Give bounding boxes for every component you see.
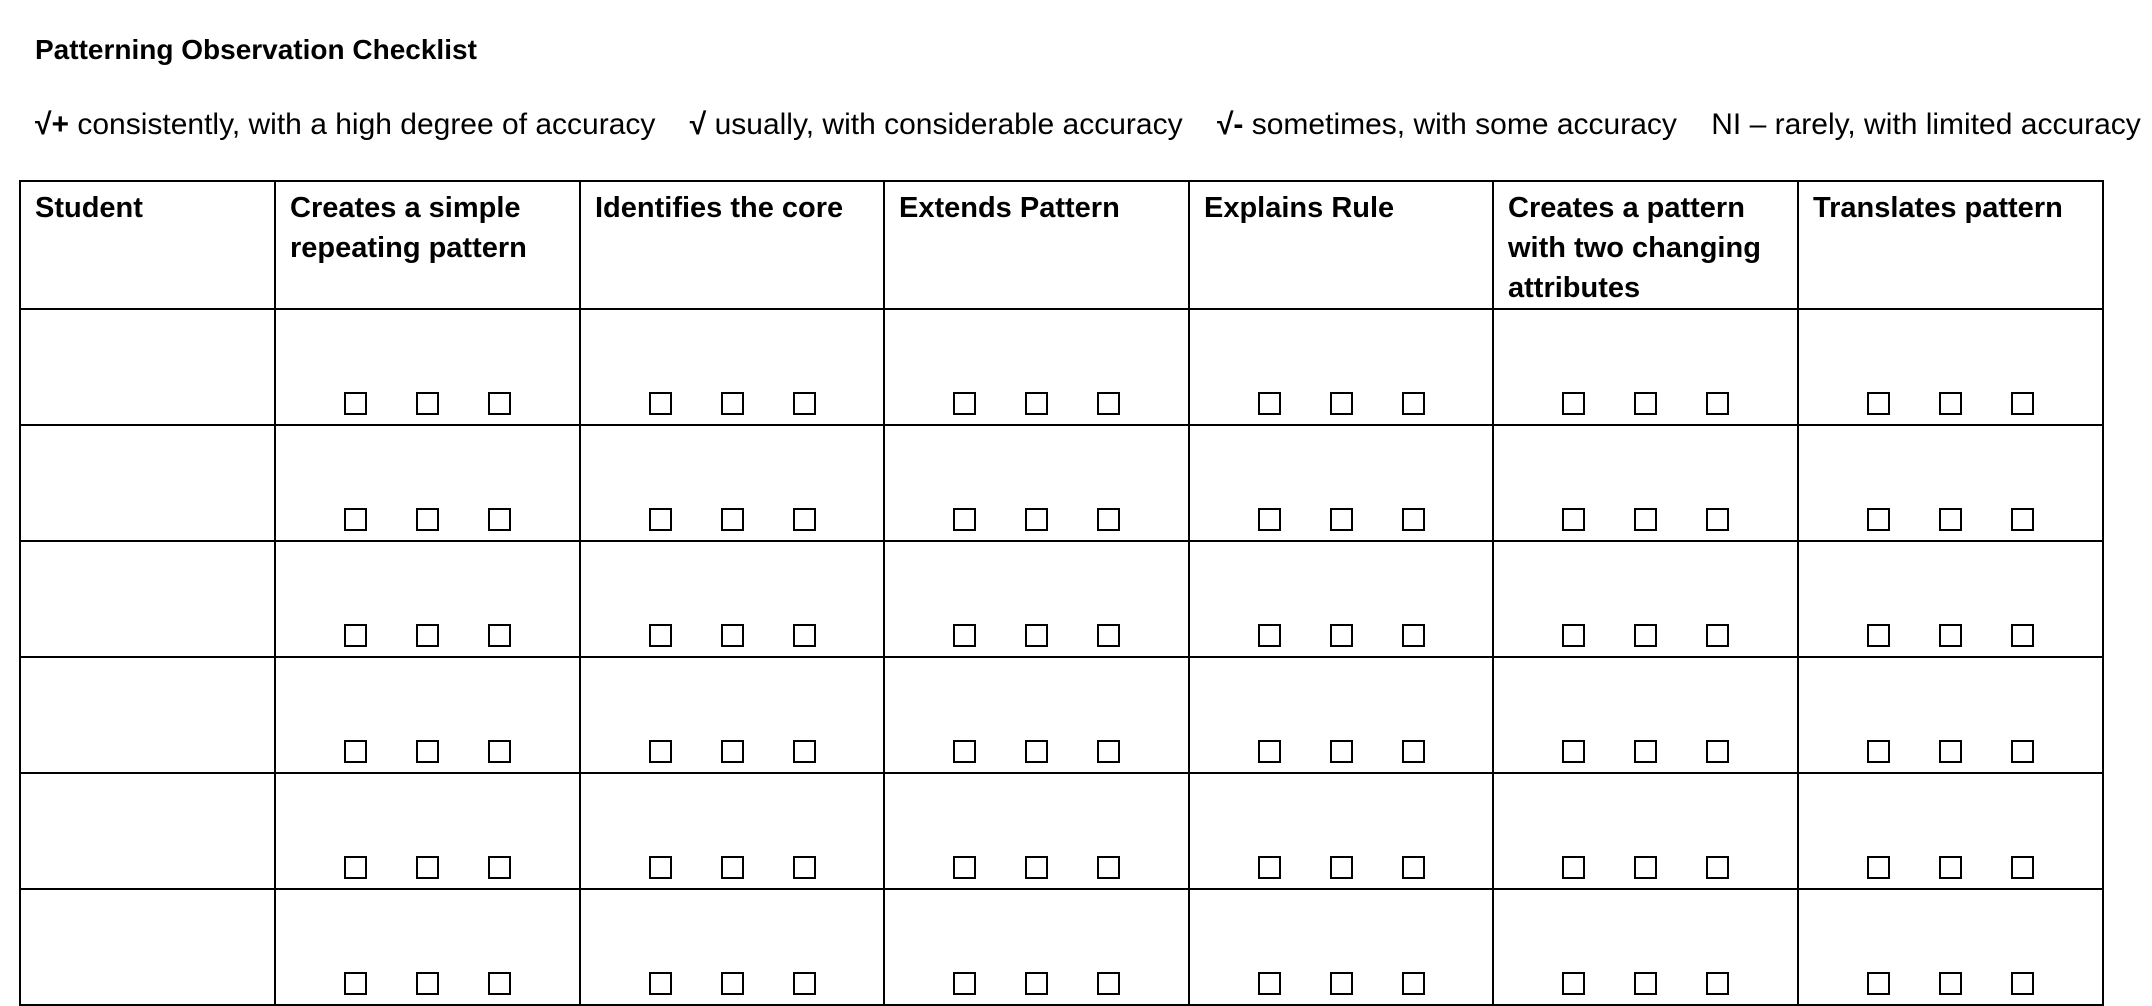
rating-checkbox[interactable] — [1330, 740, 1353, 763]
rating-checkbox[interactable] — [1939, 972, 1962, 995]
legend-text: consistently, with a high degree of accuracy — [77, 108, 656, 141]
rating-cell — [580, 657, 884, 773]
rating-checkbox-group — [276, 856, 579, 888]
rating-checkbox-group — [885, 508, 1188, 540]
rating-checkbox[interactable] — [1867, 624, 1890, 647]
rating-checkbox[interactable] — [1258, 740, 1281, 763]
rating-cell — [275, 541, 580, 657]
rating-checkbox[interactable] — [2011, 392, 2034, 415]
rating-checkbox[interactable] — [721, 392, 744, 415]
rating-checkbox[interactable] — [1562, 624, 1585, 647]
rating-cell — [884, 541, 1189, 657]
rating-checkbox[interactable] — [416, 508, 439, 531]
rating-checkbox[interactable] — [488, 392, 511, 415]
rating-checkbox-group — [1494, 624, 1797, 656]
rating-checkbox[interactable] — [1025, 972, 1048, 995]
rating-checkbox[interactable] — [1402, 392, 1425, 415]
legend-item-sometimes — [1217, 108, 1677, 141]
rating-checkbox[interactable] — [1097, 740, 1120, 763]
rating-checkbox[interactable] — [793, 972, 816, 995]
rating-checkbox[interactable] — [1330, 624, 1353, 647]
rating-checkbox[interactable] — [1402, 624, 1425, 647]
rating-checkbox[interactable] — [488, 624, 511, 647]
rating-cell — [1798, 773, 2103, 889]
rating-checkbox-group — [1190, 624, 1492, 656]
student-name-cell[interactable] — [20, 309, 275, 425]
rating-checkbox[interactable] — [1867, 392, 1890, 415]
table-row — [20, 889, 2103, 1005]
rating-checkbox[interactable] — [2011, 508, 2034, 531]
rating-checkbox[interactable] — [1258, 972, 1281, 995]
rating-cell — [884, 309, 1189, 425]
rating-checkbox[interactable] — [953, 972, 976, 995]
rating-cell — [580, 773, 884, 889]
rating-checkbox-group — [581, 856, 883, 888]
rating-checkbox-group — [276, 508, 579, 540]
rating-checkbox-group — [885, 856, 1188, 888]
rating-cell — [884, 889, 1189, 1005]
rating-checkbox-group — [276, 624, 579, 656]
rating-cell — [1189, 309, 1493, 425]
rating-checkbox[interactable] — [793, 624, 816, 647]
rating-checkbox[interactable] — [649, 972, 672, 995]
rating-checkbox[interactable] — [793, 740, 816, 763]
rating-checkbox-group — [581, 740, 883, 772]
column-header-extends-pattern: Extends Pattern — [884, 181, 1189, 309]
rating-checkbox[interactable] — [649, 856, 672, 879]
student-name-cell[interactable] — [20, 657, 275, 773]
rating-cell — [580, 425, 884, 541]
rating-checkbox-group — [581, 508, 883, 540]
rating-checkbox-group — [1190, 392, 1492, 424]
legend-text: usually, with considerable accuracy — [714, 108, 1183, 141]
rating-checkbox-group — [1190, 856, 1492, 888]
rating-checkbox[interactable] — [1025, 508, 1048, 531]
rating-checkbox-group — [1494, 740, 1797, 772]
legend-item-usually — [690, 108, 1183, 141]
rating-checkbox-group — [1799, 856, 2102, 888]
rating-checkbox[interactable] — [416, 972, 439, 995]
rating-checkbox[interactable] — [1867, 856, 1890, 879]
rating-checkbox[interactable] — [1867, 972, 1890, 995]
rating-checkbox[interactable] — [1025, 624, 1048, 647]
rating-cell — [1493, 541, 1798, 657]
rating-cell — [1189, 889, 1493, 1005]
legend-item-rarely — [1711, 108, 2141, 141]
rating-checkbox[interactable] — [721, 508, 744, 531]
rating-checkbox[interactable] — [1097, 624, 1120, 647]
rating-checkbox[interactable] — [488, 856, 511, 879]
rating-checkbox[interactable] — [1097, 508, 1120, 531]
rating-cell — [1493, 309, 1798, 425]
rating-cell — [580, 541, 884, 657]
rating-checkbox[interactable] — [1025, 392, 1048, 415]
rating-cell — [1493, 657, 1798, 773]
rating-checkbox[interactable] — [649, 624, 672, 647]
rating-checkbox[interactable] — [1562, 740, 1585, 763]
rating-checkbox[interactable] — [1939, 508, 1962, 531]
rating-checkbox-group — [885, 392, 1188, 424]
rating-checkbox[interactable] — [1634, 856, 1657, 879]
rating-checkbox[interactable] — [953, 740, 976, 763]
rating-checkbox[interactable] — [488, 740, 511, 763]
column-header-identifies-core: Identifies the core — [580, 181, 884, 309]
rating-checkbox[interactable] — [1097, 392, 1120, 415]
rating-checkbox-group — [1799, 508, 2102, 540]
table-row — [20, 541, 2103, 657]
rating-cell — [275, 773, 580, 889]
rating-checkbox[interactable] — [488, 972, 511, 995]
rating-checkbox[interactable] — [953, 624, 976, 647]
rating-checkbox[interactable] — [1706, 740, 1729, 763]
rating-checkbox[interactable] — [344, 856, 367, 879]
rating-checkbox[interactable] — [1402, 856, 1425, 879]
rating-checkbox[interactable] — [1258, 856, 1281, 879]
table-body — [20, 309, 2103, 1005]
rating-checkbox[interactable] — [1634, 392, 1657, 415]
table-row — [20, 773, 2103, 889]
student-name-cell[interactable] — [20, 425, 275, 541]
rating-checkbox[interactable] — [1867, 508, 1890, 531]
rating-checkbox-group — [1799, 624, 2102, 656]
rating-legend — [35, 108, 2152, 142]
rating-checkbox-group — [276, 740, 579, 772]
rating-checkbox[interactable] — [1706, 972, 1729, 995]
rating-checkbox[interactable] — [1939, 856, 1962, 879]
rating-cell — [275, 425, 580, 541]
rating-checkbox-group — [1190, 972, 1492, 1004]
rating-checkbox-group — [1799, 740, 2102, 772]
rating-cell — [1798, 425, 2103, 541]
rating-checkbox[interactable] — [1706, 856, 1729, 879]
rating-checkbox[interactable] — [2011, 856, 2034, 879]
rating-checkbox[interactable] — [1939, 624, 1962, 647]
rating-checkbox[interactable] — [1867, 740, 1890, 763]
rating-checkbox-group — [885, 740, 1188, 772]
rating-checkbox[interactable] — [1330, 392, 1353, 415]
column-header-simple-repeating: Creates a simple repeating pattern — [275, 181, 580, 309]
column-header-two-attributes: Creates a pattern with two changing attributes — [1493, 181, 1798, 309]
rating-checkbox[interactable] — [1634, 624, 1657, 647]
column-header-translates-pattern: Translates pattern — [1798, 181, 2103, 309]
rating-checkbox[interactable] — [649, 508, 672, 531]
rating-checkbox[interactable] — [721, 740, 744, 763]
rating-checkbox[interactable] — [488, 508, 511, 531]
rating-checkbox[interactable] — [1097, 856, 1120, 879]
table-row — [20, 425, 2103, 541]
rating-cell — [1798, 309, 2103, 425]
rating-checkbox[interactable] — [1330, 508, 1353, 531]
rating-checkbox[interactable] — [1402, 508, 1425, 531]
rating-cell — [1493, 773, 1798, 889]
rating-checkbox[interactable] — [2011, 740, 2034, 763]
rating-checkbox-group — [1494, 508, 1797, 540]
rating-checkbox[interactable] — [721, 856, 744, 879]
rating-checkbox-group — [1494, 972, 1797, 1004]
rating-cell — [275, 889, 580, 1005]
rating-checkbox[interactable] — [416, 740, 439, 763]
rating-checkbox[interactable] — [793, 392, 816, 415]
rating-checkbox[interactable] — [1562, 392, 1585, 415]
rating-checkbox[interactable] — [1706, 392, 1729, 415]
rating-cell — [1189, 541, 1493, 657]
rating-checkbox[interactable] — [344, 508, 367, 531]
rating-checkbox[interactable] — [1939, 740, 1962, 763]
rating-checkbox[interactable] — [344, 624, 367, 647]
rating-checkbox[interactable] — [1330, 856, 1353, 879]
rating-checkbox[interactable] — [416, 624, 439, 647]
rating-checkbox[interactable] — [344, 972, 367, 995]
rating-checkbox[interactable] — [649, 392, 672, 415]
rating-checkbox[interactable] — [1706, 508, 1729, 531]
rating-checkbox[interactable] — [1562, 972, 1585, 995]
rating-cell — [1189, 657, 1493, 773]
table-row — [20, 309, 2103, 425]
legend-text: NI – rarely, with limited accuracy — [1711, 108, 2141, 141]
observation-table — [19, 180, 2104, 1006]
student-name-cell[interactable] — [20, 889, 275, 1005]
rating-checkbox[interactable] — [1258, 624, 1281, 647]
rating-checkbox-group — [885, 624, 1188, 656]
rating-checkbox[interactable] — [344, 392, 367, 415]
table-row — [20, 657, 2103, 773]
rating-cell — [1189, 425, 1493, 541]
page-title: Patterning Observation Checklist — [35, 34, 477, 65]
rating-checkbox[interactable] — [344, 740, 367, 763]
rating-cell — [275, 657, 580, 773]
rating-cell — [1798, 541, 2103, 657]
rating-checkbox[interactable] — [1634, 508, 1657, 531]
rating-checkbox[interactable] — [721, 624, 744, 647]
rating-cell — [1798, 657, 2103, 773]
rating-checkbox-group — [1494, 856, 1797, 888]
rating-checkbox-group — [276, 392, 579, 424]
student-name-cell[interactable] — [20, 541, 275, 657]
rating-checkbox[interactable] — [1634, 740, 1657, 763]
legend-symbol: √ — [689, 108, 707, 141]
legend-item-consistently — [35, 108, 655, 141]
rating-cell — [1798, 889, 2103, 1005]
rating-checkbox[interactable] — [416, 392, 439, 415]
header-row — [20, 181, 2103, 309]
rating-checkbox-group — [1190, 508, 1492, 540]
rating-checkbox[interactable] — [793, 508, 816, 531]
rating-checkbox[interactable] — [1097, 972, 1120, 995]
legend-text: sometimes, with some accuracy — [1251, 108, 1677, 141]
rating-cell — [884, 773, 1189, 889]
rating-checkbox-group — [276, 972, 579, 1004]
rating-checkbox[interactable] — [1258, 392, 1281, 415]
rating-cell — [580, 309, 884, 425]
rating-checkbox[interactable] — [1939, 392, 1962, 415]
rating-cell — [1189, 773, 1493, 889]
rating-cell — [884, 657, 1189, 773]
rating-checkbox[interactable] — [1634, 972, 1657, 995]
rating-checkbox[interactable] — [416, 856, 439, 879]
rating-checkbox-group — [581, 624, 883, 656]
rating-cell — [1493, 889, 1798, 1005]
rating-checkbox[interactable] — [953, 856, 976, 879]
column-header-explains-rule: Explains Rule — [1189, 181, 1493, 309]
legend-symbol: √- — [1216, 108, 1244, 141]
rating-checkbox[interactable] — [1562, 856, 1585, 879]
rating-cell — [1493, 425, 1798, 541]
rating-checkbox-group — [581, 972, 883, 1004]
rating-checkbox[interactable] — [1025, 856, 1048, 879]
rating-checkbox[interactable] — [1706, 624, 1729, 647]
rating-checkbox[interactable] — [1562, 508, 1585, 531]
rating-checkbox-group — [1494, 392, 1797, 424]
rating-checkbox[interactable] — [1330, 972, 1353, 995]
rating-checkbox[interactable] — [953, 392, 976, 415]
rating-checkbox[interactable] — [953, 508, 976, 531]
rating-checkbox[interactable] — [1402, 740, 1425, 763]
student-name-cell[interactable] — [20, 773, 275, 889]
rating-checkbox[interactable] — [1402, 972, 1425, 995]
rating-checkbox-group — [885, 972, 1188, 1004]
rating-checkbox-group — [581, 392, 883, 424]
rating-cell — [275, 309, 580, 425]
rating-checkbox[interactable] — [1258, 508, 1281, 531]
rating-checkbox-group — [1799, 972, 2102, 1004]
rating-checkbox[interactable] — [649, 740, 672, 763]
rating-checkbox-group — [1190, 740, 1492, 772]
rating-cell — [580, 889, 884, 1005]
rating-checkbox[interactable] — [721, 972, 744, 995]
rating-checkbox-group — [1799, 392, 2102, 424]
rating-cell — [884, 425, 1189, 541]
rating-checkbox[interactable] — [2011, 624, 2034, 647]
rating-checkbox[interactable] — [1025, 740, 1048, 763]
column-header-student: Student — [20, 181, 275, 309]
rating-checkbox[interactable] — [793, 856, 816, 879]
rating-checkbox[interactable] — [2011, 972, 2034, 995]
legend-symbol: √+ — [35, 108, 69, 141]
